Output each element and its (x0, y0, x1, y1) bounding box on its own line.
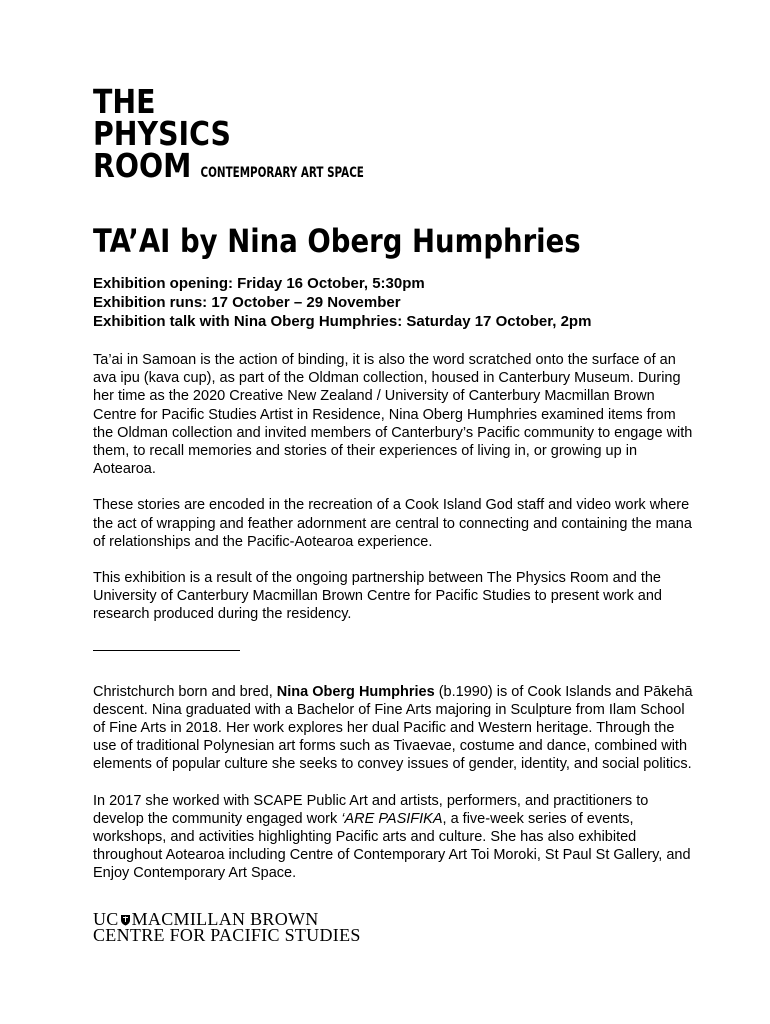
artist-name: Nina Oberg Humphries (276, 683, 435, 700)
physics-room-logo (93, 82, 693, 186)
work-title: ‘ARE PASIFIKA (341, 810, 443, 827)
bio-2-after: , a five-week series of events, workshops, and activities highlighting Pacific arts and culture. She has also exhibited throughout Aotearoa including Centre of Contemporary Art Toi Moroki, St Paul St Gallery, and Enjoy Contemporary Art Space. (93, 810, 691, 882)
partner-logo-line-1: MACMILLAN BROWN (131, 908, 319, 929)
shield-crest-icon (120, 914, 131, 926)
document-page (93, 82, 693, 945)
paragraph-bio-2 (93, 792, 693, 883)
logo-line-1: THE (93, 82, 156, 121)
partner-logo-prefix: UC (93, 908, 119, 929)
bio-1-after: (b.1990) is of Cook Islands and Pākehā descent. Nina graduated with a Bachelor of Fine Arts majoring in Sculpture from Ilam School of Fine Arts in 2018. Her work explores her dual Pacific and Western heritage. Through the use of traditional Polynesian art forms such as Tivaevae, costume and dance, combined with elements of popular culture she seeks to convey issues of gender, identity, and social politics. (93, 683, 693, 773)
section-divider (93, 650, 240, 651)
paragraph-stories: These stories are encoded in the recreation of a Cook Island God staff and video work where the act of wrapping and feather adornment are central to connecting and containing the mana of relationships and the Pacific-Aotearoa experience. (93, 497, 692, 550)
bio-1-before: Christchurch born and bred, (93, 683, 277, 700)
exhibition-details (93, 274, 693, 331)
page-title: TA’AI by Nina Oberg Humphries (93, 222, 581, 260)
bio-2-before: In 2017 she worked with SCAPE Public Art and artists, performers, and practitioners to develop the community engaged work (93, 792, 649, 827)
detail-talk: Exhibition talk with Nina Oberg Humphries: Saturday 17 October, 2pm (93, 313, 592, 330)
partner-logo-line-2: CENTRE FOR PACIFIC STUDIES (93, 924, 361, 945)
macmillan-brown-logo (93, 908, 693, 945)
paragraph-intro: Ta’ai in Samoan is the action of binding, it is also the word scratched onto the surface of an ava ipu (kava cup), as part of the Oldman collection, housed in Canterbury Museum. During her time as the 2020 Creative New Zealand / University of Canterbury Macmillan Brown Centre for Pacific Studies Artist in Residence, Nina Oberg Humphries examined items from the Oldman collection and invited members of Canterbury’s Pacific community to engage with them, to recall memories and stories of their experiences of living in, or growing up in Aotearoa. (93, 352, 693, 478)
paragraph-partnership: This exhibition is a result of the ongoing partnership between The Physics Room and the University of Canterbury Macmillan Brown Centre for Pacific Studies to present work and research produced during the residency. (93, 570, 662, 623)
detail-opening: Exhibition opening: Friday 16 October, 5:30pm (93, 275, 425, 292)
logo-line-3 (93, 146, 609, 189)
detail-runs: Exhibition runs: 17 October – 29 November (93, 294, 401, 311)
logo-subtitle: CONTEMPORARY ART SPACE (200, 165, 365, 181)
logo-line-2: PHYSICS (93, 114, 231, 153)
logo-line-3-text: ROOM (93, 146, 192, 185)
paragraph-bio-1 (93, 683, 693, 774)
